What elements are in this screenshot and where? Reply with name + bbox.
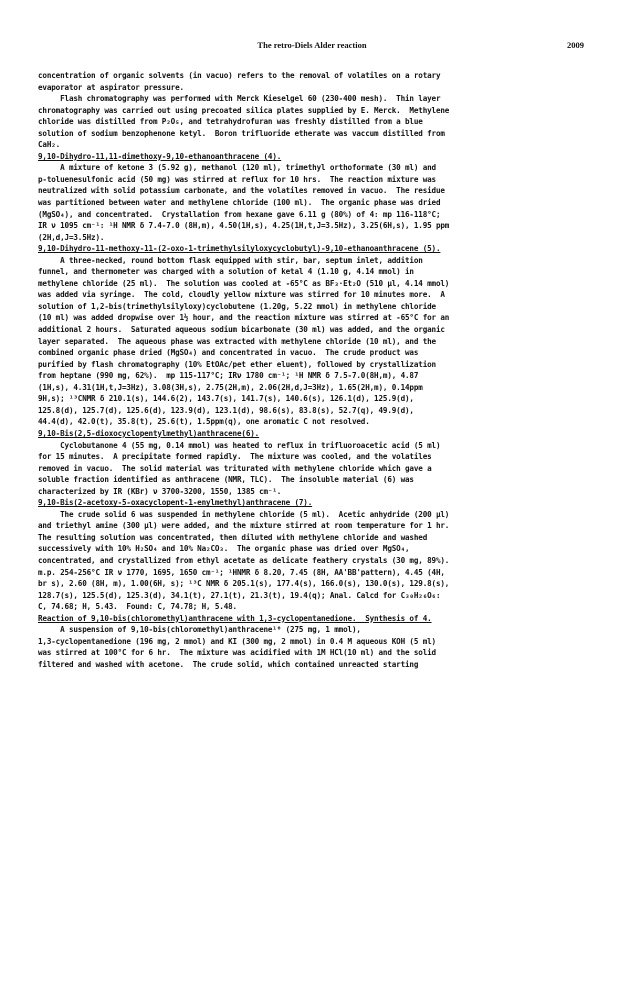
body-line: A mixture of ketone 3 (5.92 g), methanol (120 ml), trimethyl orthoformate (30 ml) and <box>38 163 436 173</box>
body-line: 9H,s); ¹³CNMR δ 210.1(s), 144.6(2), 143.7(s), 141.7(s), 140.6(s), 126.1(d), 125.9(d), <box>38 394 414 404</box>
body-line: (2H,d,J=3.5Hz). <box>38 232 105 242</box>
body-line: funnel, and thermometer was charged with a solution of ketal 4 (1.10 g, 4.14 mmol) in <box>38 267 414 277</box>
body-line: A three-necked, round bottom flask equipped with stir, bar, septum inlet, addition <box>38 255 423 265</box>
body-line: 1,3-cyclopentanedione (196 mg, 2 mmol) and KI (300 mg, 2 mmol) in 0.4 M aqueous KOH (5 ml) <box>38 636 436 646</box>
body-line: and triethyl amine (300 µl) were added, and the mixture stirred at room temperature for 1 hr. <box>38 521 450 531</box>
body-line: combined organic phase dried (MgSO₄) and concentrated in vacuo. The crude product was <box>38 348 419 358</box>
body-line: solution of sodium benzophenone ketyl. Boron trifluoride etherate was vaccum distilled from <box>38 128 445 138</box>
body-line: neutralized with solid potassium carbonate, and the volatiles removed in vacuo. The residue <box>38 186 445 196</box>
section-heading: 9,10-Bis(2-acetoxy-5-oxacyclopent-1-enylmethyl)anthracene (7). <box>38 498 313 508</box>
page-number: 2009 <box>567 40 584 50</box>
body-line: CaH₂. <box>38 140 61 150</box>
body-line: The resulting solution was concentrated, then diluted with methylene chloride and washed <box>38 532 428 542</box>
running-head <box>40 40 584 54</box>
body-line: purified by flash chromatography (10% EtOAc/pet ether eluent), followed by crystallization <box>38 359 436 369</box>
body-line: 128.7(s), 125.5(d), 125.3(d), 34.1(t), 27.1(t), 21.3(t), 19.4(q); Anal. Calcd for C₃₀H₂₆O₆: <box>38 590 441 600</box>
section-heading: Reaction of 9,10-bis(chloromethyl)anthracene with 1,3-cyclopentanedione. Synthesis of 4. <box>38 613 432 623</box>
body-line: solution of 1,2-bis(trimethylsilyloxy)cyclobutene (1.20g, 5.22 mmol) in methylene chloride <box>38 301 436 311</box>
body-line: concentrated, and crystallized from ethyl acetate as delicate feathery crystals (30 mg, 89%). <box>38 555 450 565</box>
body-line: (1H,s), 4.31(1H,t,J=3Hz), 3.08(3H,s), 2.75(2H,m), 2.06(2H,d,J=3Hz), 1.65(2H,m), 0.14ppm <box>38 382 423 392</box>
body-line: C, 74.68; H, 5.43. Found: C, 74.78; H, 5.48. <box>38 602 237 612</box>
body-line: soluble fraction identified as anthracene (NMR, TLC). The insoluble material (6) was <box>38 475 414 485</box>
body-line: for 15 minutes. A precipitate formed rapidly. The mixture was cooled, and the volatiles <box>38 452 432 462</box>
body-line: filtered and washed with acetone. The crude solid, which contained unreacted starting <box>38 659 419 669</box>
body-line: chloride was distilled from P₂O₅, and tetrahydrofuran was freshly distilled from a blue <box>38 117 423 127</box>
body-line: methylene chloride (25 ml). The solution was cooled at -65°C as BF₃·Et₂O (510 µl, 4.14 mmol) <box>38 278 450 288</box>
body-line: (10 ml) was added dropwise over 1½ hour, and the reaction mixture was stirred at -65°C for an <box>38 313 450 323</box>
body-line: characterized by IR (KBr) ν 3700-3200, 1550, 1385 cm⁻¹. <box>38 486 282 496</box>
body-line: m.p. 254-256°C IR ν 1770, 1695, 1650 cm⁻¹; ¹HNMR δ 8.20, 7.45 (8H, AA'BB'pattern), 4.45 (4H, <box>38 567 445 577</box>
running-title: The retro-Diels Alder reaction <box>257 40 367 50</box>
body-line: 44.4(d), 42.0(t), 35.8(t), 25.6(t), 1.5ppm(q), one aromatic C not resolved. <box>38 417 370 427</box>
body-line: successively with 10% H₂SO₄ and 10% Na₂CO₃. The organic phase was dried over MgSO₄, <box>38 544 410 554</box>
body-line: layer separated. The aqueous phase was extracted with methylene chloride (10 ml), and the <box>38 336 436 346</box>
experimental-body-text <box>38 70 586 670</box>
body-line: evaporator at aspirator pressure. <box>38 82 184 92</box>
section-heading: 9,10-Dihydro-11,11-dimethoxy-9,10-ethanoanthracene (4). <box>38 151 282 161</box>
body-line: was partitioned between water and methylene chloride (100 ml). The organic phase was dried <box>38 198 441 208</box>
body-line: p-toluenesulfonic acid (50 mg) was stirred at reflux for 10 hrs. The reaction mixture was <box>38 174 436 184</box>
body-line: The crude solid 6 was suspended in methylene chloride (5 ml). Acetic anhydride (200 µl) <box>38 509 450 519</box>
body-line: A suspension of 9,10-bis(chloromethyl)anthracene¹⁰ (275 mg, 1 mmol), <box>38 625 361 635</box>
body-line: Cyclobutanone 4 (55 mg, 0.14 mmol) was heated to reflux in trifluoroacetic acid (5 ml) <box>38 440 441 450</box>
section-heading: 9,10-Bis(2,5-dioxocyclopentylmethyl)anthracene(6). <box>38 428 260 438</box>
body-line: concentration of organic solvents (in vacuo) refers to the removal of volatiles on a rotary <box>38 71 441 80</box>
body-line: 125.8(d), 125.7(d), 125.6(d), 123.9(d), 123.1(d), 98.6(s), 83.8(s), 52.7(q), 49.9(d), <box>38 405 414 415</box>
body-line: from heptane (990 mg, 62%). mp 115-117°C; IRν 1780 cm⁻¹; ¹H NMR δ 7.5-7.0(8H,m), 4.87 <box>38 371 419 381</box>
section-heading: 9,10-Dihydro-11-methoxy-11-(2-oxo-1-trimethylsilyloxycyclobutyl)-9,10-ethanoanthracene (5). <box>38 244 441 254</box>
body-line: additional 2 hours. Saturated aqueous sodium bicarbonate (30 ml) was added, and the organic <box>38 325 445 335</box>
body-line: (MgSO₄), and concentrated. Crystallation from hexane gave 6.11 g (80%) of 4: mp 116-118°C; <box>38 209 441 219</box>
body-line: was stirred at 100°C for 6 hr. The mixture was acidified with 1M HCl(10 ml) and the solid <box>38 648 436 658</box>
body-line: br s), 2.60 (8H, m), 1.00(6H, s); ¹³C NMR δ 205.1(s), 177.4(s), 166.0(s), 130.0(s), 129.8(s), <box>38 579 450 589</box>
body-line: was added via syringe. The cold, cloudly yellow mixture was stirred for 10 minutes more. A <box>38 290 445 300</box>
body-line: chromatography was carried out using precoated silica plates supplied by E. Merck. Methylene <box>38 105 450 115</box>
body-line: Flash chromatography was performed with Merck Kieselgel 60 (230-400 mesh). Thin layer <box>38 94 441 104</box>
body-line: IR ν 1095 cm⁻¹: ¹H NMR δ 7.4-7.0 (8H,m), 4.50(1H,s), 4.25(1H,t,J=3.5Hz), 3.25(6H,s), 1.95 ppm <box>38 221 450 231</box>
body-line: removed in vacuo. The solid material was triturated with methylene chloride which gave a <box>38 463 432 473</box>
